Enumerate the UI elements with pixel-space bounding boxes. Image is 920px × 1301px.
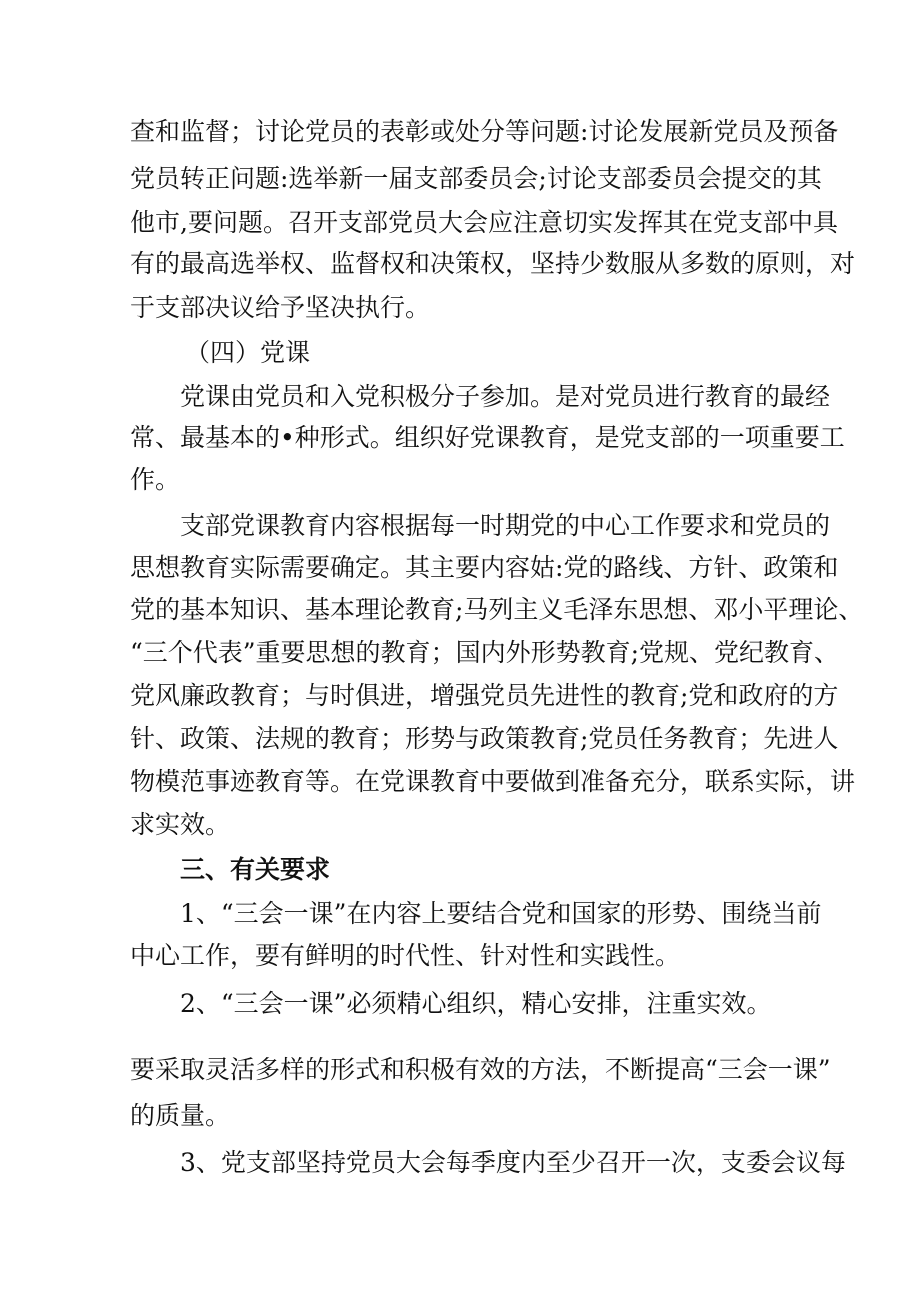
- paragraph-line: 支部党课教育内容根据每一时期党的中心工作要求和党员的: [180, 511, 831, 540]
- paragraph-line: 物模范事迹教育等。在党课教育中要做到准备充分，联系实际，讲: [130, 767, 856, 796]
- paragraph-line: 作。: [130, 465, 181, 494]
- paragraph-line: 1、“三会一课”在内容上要结合党和国家的形势、围绕当前: [180, 899, 822, 928]
- paragraph-line: 于支部决议给予坚决执行。: [130, 293, 431, 322]
- paragraph-line: 2、“三会一课”必须精心组织，精心安排，注重实效。: [180, 989, 772, 1018]
- paragraph-line: “三个代表”重要思想的教育；国内外形势教育;党规、党纪教育、: [130, 638, 839, 667]
- paragraph-line: 党风廉政教育；与时俱进，增强党员先进性的教育;党和政府的方: [130, 681, 839, 710]
- paragraph-line: 的质量。: [130, 1101, 231, 1130]
- paragraph-line: 思想教育实际需要确定。其主要内容姑:党的路线、方针、政策和: [130, 553, 839, 582]
- paragraph-line: 求实效。: [130, 810, 231, 839]
- paragraph-line: 要采取灵活多样的形式和积极有效的方法，不断提高“三会一课”: [130, 1055, 831, 1084]
- paragraph-line: 党课由党员和入党积极分子参加。是对党员进行教育的最经: [180, 382, 831, 411]
- paragraph-line: 有的最高选举权、监督权和决策权，坚持少数服从多数的原则，对: [130, 249, 856, 278]
- paragraph-line: 常、最基本的•种形式。组织好党课教育，是党支部的一项重要工: [130, 423, 845, 452]
- paragraph-line: 党员转正问题:选举新一届支部委员会;讨论支部委员会提交的其: [130, 164, 822, 193]
- paragraph-line: 党的基本知识、基本理论教育;马列主义毛泽东思想、邓小平理论、: [130, 595, 864, 624]
- paragraph-line: 3、党支部坚持党员大会每季度内至少召开一次，支委会议每: [180, 1148, 846, 1177]
- section-heading: 三、有关要求: [180, 855, 331, 884]
- paragraph-line: 中心工作，要有鲜明的时代性、针对性和实践性。: [130, 941, 681, 970]
- section-heading: （四）党课: [185, 338, 311, 367]
- paragraph-line: 查和监督；讨论党员的表彰或处分等问题:讨论发展新党员及预备: [130, 117, 839, 146]
- paragraph-line: 针、政策、法规的教育；形势与政策教育;党员任务教育；先进人: [130, 724, 839, 753]
- paragraph-line: 他市,要问题。召开支部党员大会应注意切实发挥其在党支部中具: [130, 208, 838, 237]
